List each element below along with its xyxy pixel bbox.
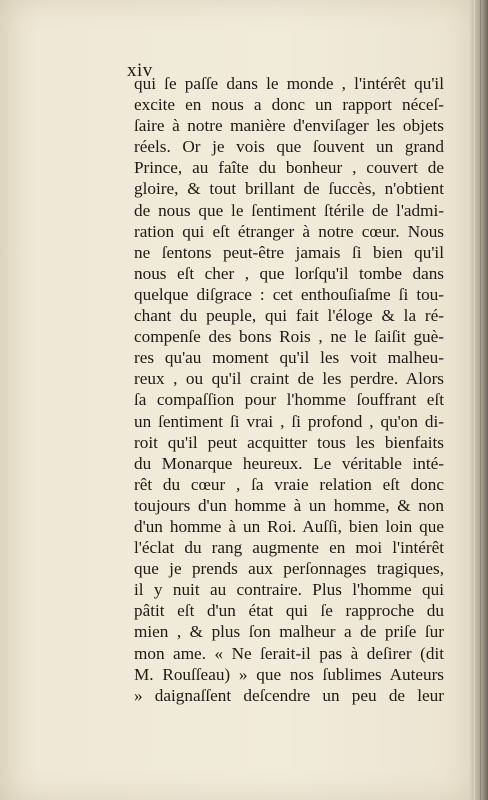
text-line: du Monarque heureux. Le véritable inté- bbox=[134, 453, 444, 473]
text-line: ſaire à notre manière d'enviſager les objets bbox=[134, 116, 444, 136]
text-line: un ſentiment ſi vrai , ſi profond , qu'on di- bbox=[134, 411, 444, 431]
text-line: chant du peuple, qui fait l'éloge & la ré- bbox=[134, 306, 444, 326]
text-line: quelque diſgrace : cet enthouſiaſme ſi tou- bbox=[134, 284, 444, 304]
text-line: rêt du cœur , ſa vraie relation eſt donc bbox=[134, 474, 444, 494]
text-line: il y nuit au contraire. Plus l'homme qui bbox=[134, 580, 444, 600]
text-line: de nous que le ſentiment ſtérile de l'admi- bbox=[134, 200, 444, 220]
text-line: roit qu'il peut acquitter tous les bienfaits bbox=[134, 432, 444, 452]
page-edge bbox=[470, 0, 488, 800]
text-line: ration qui eſt étranger à notre cœur. Nous bbox=[134, 221, 444, 241]
text-line: reux , ou qu'il craint de les perdre. Alors bbox=[134, 369, 444, 389]
text-line: d'un homme à un Roi. Auſſi, bien loin que bbox=[134, 516, 444, 536]
text-line: ſa compaſſion pour l'homme ſouffrant eſt bbox=[134, 390, 444, 410]
text-line: nous eſt cher , que lorſqu'il tombe dans bbox=[134, 263, 444, 283]
text-line: qui ſe paſſe dans le monde , l'intérêt qu'il bbox=[134, 74, 444, 93]
text-line: excite en nous a donc un rapport néceſ- bbox=[134, 95, 444, 115]
body-text bbox=[134, 73, 444, 706]
text-line: » daignaſſent deſcendre un peu de leur bbox=[134, 685, 444, 705]
text-line: que je prends aux perſonnages tragiques, bbox=[134, 559, 444, 579]
text-line: mon ame. « Ne ſerait-il pas à deſirer (dit bbox=[134, 643, 444, 663]
text-line: pâtit eſt d'un état qui ſe rapproche du bbox=[134, 601, 444, 621]
text-line: gloire, & tout brillant de ſuccès, n'obtient bbox=[134, 179, 444, 199]
text-line: Prince, au faîte du bonheur , couvert de bbox=[134, 158, 444, 178]
text-line: compenſe des bons Rois , ne le ſaiſit guè- bbox=[134, 327, 444, 347]
text-line: res qu'au moment qu'il les voit malheu- bbox=[134, 348, 444, 368]
text-line: réels. Or je vois que ſouvent un grand bbox=[134, 137, 444, 157]
text-line: toujours d'un homme à un homme, & non bbox=[134, 495, 444, 515]
text-line: M. Rouſſeau) » que nos ſublimes Auteurs bbox=[134, 664, 444, 684]
text-line: l'éclat du rang augmente en moi l'intérêt bbox=[134, 538, 444, 558]
text-line: ne ſentons peut-être jamais ſi bien qu'il bbox=[134, 242, 444, 262]
text-line: mien , & plus ſon malheur a de priſe ſur bbox=[134, 622, 444, 642]
page-number: xiv bbox=[127, 60, 153, 81]
